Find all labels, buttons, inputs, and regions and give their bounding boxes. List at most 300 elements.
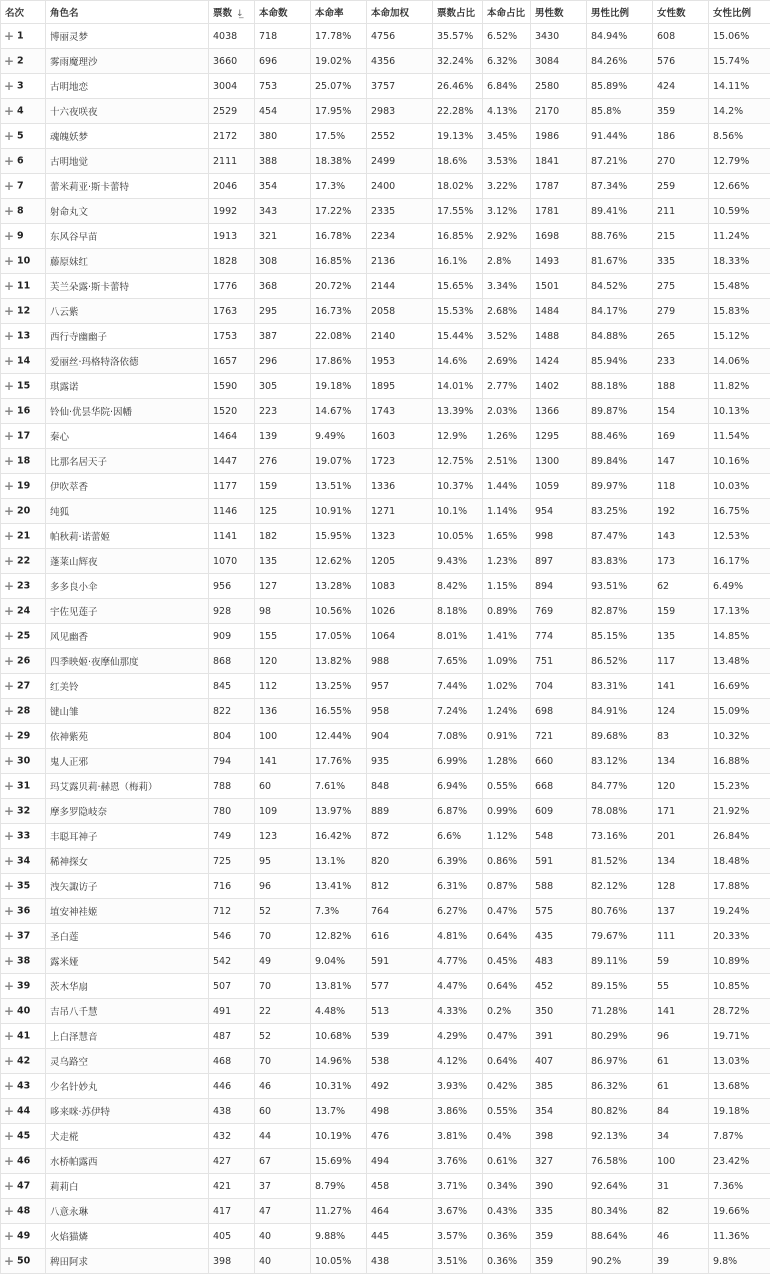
weighted-favorite-cell: 764	[367, 899, 433, 924]
expand-plus-icon[interactable]: +	[4, 779, 15, 793]
male-count-cell: 1986	[531, 124, 587, 149]
rank-number: 25	[17, 630, 31, 642]
male-count-cell: 2580	[531, 74, 587, 99]
expand-plus-icon[interactable]: +	[4, 704, 15, 718]
expand-plus-icon[interactable]: +	[4, 1104, 15, 1118]
header-character-name[interactable]: 角色名	[46, 1, 209, 24]
weighted-favorite-cell: 616	[367, 924, 433, 949]
table-row[interactable]	[1, 124, 770, 149]
votes-cell: 1776	[209, 274, 255, 299]
expand-plus-icon[interactable]: +	[4, 904, 15, 918]
header-male-count[interactable]: 男性数	[531, 1, 587, 24]
table-row[interactable]	[1, 1199, 770, 1224]
vote-share-cell: 12.9%	[433, 424, 483, 449]
favorite-share-cell: 2.03%	[483, 399, 531, 424]
rank-cell	[1, 699, 46, 724]
expand-plus-icon[interactable]: +	[4, 329, 15, 343]
weighted-favorite-cell: 438	[367, 1249, 433, 1274]
favorite-share-cell: 1.09%	[483, 649, 531, 674]
favorite-share-cell: 0.64%	[483, 974, 531, 999]
votes-cell: 1070	[209, 549, 255, 574]
favorite-rate-cell: 20.72%	[311, 274, 367, 299]
header-weighted-favorite[interactable]: 本命加权	[367, 1, 433, 24]
favorite-rate-cell: 17.76%	[311, 749, 367, 774]
weighted-favorite-cell: 4756	[367, 24, 433, 49]
male-ratio-cell: 83.31%	[587, 674, 653, 699]
weighted-favorite-cell: 2058	[367, 299, 433, 324]
favorite-share-cell: 3.53%	[483, 149, 531, 174]
male-count-cell: 391	[531, 1024, 587, 1049]
male-count-cell: 1059	[531, 474, 587, 499]
character-name-cell: 水桥帕露西	[46, 1149, 209, 1174]
rank-number: 22	[17, 555, 31, 567]
favorite-share-cell: 3.22%	[483, 174, 531, 199]
table-row[interactable]	[1, 874, 770, 899]
votes-cell: 3004	[209, 74, 255, 99]
character-name-cell: 埴安神袿姬	[46, 899, 209, 924]
header-favorite-count[interactable]: 本命数	[255, 1, 311, 24]
expand-plus-icon[interactable]: +	[4, 879, 15, 893]
expand-plus-icon[interactable]: +	[4, 204, 15, 218]
rank-cell	[1, 1074, 46, 1099]
table-row[interactable]	[1, 849, 770, 874]
favorite-rate-cell: 9.04%	[311, 949, 367, 974]
rank-cell	[1, 524, 46, 549]
favorite-rate-cell: 17.5%	[311, 124, 367, 149]
rank-number: 37	[17, 930, 31, 942]
votes-cell: 822	[209, 699, 255, 724]
expand-plus-icon[interactable]: +	[4, 654, 15, 668]
rank-number: 26	[17, 655, 31, 667]
expand-plus-icon[interactable]: +	[4, 1229, 15, 1243]
favorite-count-cell: 40	[255, 1224, 311, 1249]
weighted-favorite-cell: 513	[367, 999, 433, 1024]
expand-plus-icon[interactable]: +	[4, 254, 15, 268]
table-row[interactable]	[1, 774, 770, 799]
favorite-count-cell: 52	[255, 1024, 311, 1049]
female-count-cell: 59	[653, 949, 709, 974]
female-count-cell: 82	[653, 1199, 709, 1224]
table-row[interactable]	[1, 299, 770, 324]
table-row[interactable]	[1, 949, 770, 974]
table-row[interactable]	[1, 424, 770, 449]
female-count-cell: 154	[653, 399, 709, 424]
female-ratio-cell: 7.87%	[709, 1124, 770, 1149]
character-name-cell: 古明地恋	[46, 74, 209, 99]
character-name-cell: 鬼人正邪	[46, 749, 209, 774]
favorite-count-cell: 136	[255, 699, 311, 724]
female-ratio-cell: 26.84%	[709, 824, 770, 849]
rank-cell	[1, 649, 46, 674]
expand-plus-icon[interactable]: +	[4, 854, 15, 868]
favorite-share-cell: 0.91%	[483, 724, 531, 749]
expand-plus-icon[interactable]: +	[4, 404, 15, 418]
table-row[interactable]	[1, 724, 770, 749]
rank-number: 49	[17, 1230, 31, 1242]
expand-plus-icon[interactable]: +	[4, 54, 15, 68]
table-row[interactable]	[1, 899, 770, 924]
favorite-rate-cell: 13.28%	[311, 574, 367, 599]
character-name-cell: 铃仙·优昙华院·因幡	[46, 399, 209, 424]
weighted-favorite-cell: 498	[367, 1099, 433, 1124]
favorite-share-cell: 1.65%	[483, 524, 531, 549]
favorite-share-cell: 2.77%	[483, 374, 531, 399]
female-ratio-cell: 23.42%	[709, 1149, 770, 1174]
expand-plus-icon[interactable]: +	[4, 1154, 15, 1168]
rank-cell	[1, 1124, 46, 1149]
female-ratio-cell: 17.88%	[709, 874, 770, 899]
votes-cell: 1590	[209, 374, 255, 399]
table-row[interactable]	[1, 999, 770, 1024]
expand-plus-icon[interactable]: +	[4, 1254, 15, 1268]
vote-share-cell: 10.1%	[433, 499, 483, 524]
table-row[interactable]	[1, 24, 770, 49]
favorite-share-cell: 2.92%	[483, 224, 531, 249]
weighted-favorite-cell: 1205	[367, 549, 433, 574]
table-body	[1, 24, 770, 1274]
weighted-favorite-cell: 3757	[367, 74, 433, 99]
vote-share-cell: 6.27%	[433, 899, 483, 924]
character-name-cell: 多多良小伞	[46, 574, 209, 599]
female-ratio-cell: 12.53%	[709, 524, 770, 549]
table-row[interactable]	[1, 399, 770, 424]
weighted-favorite-cell: 476	[367, 1124, 433, 1149]
expand-plus-icon[interactable]: +	[4, 804, 15, 818]
male-count-cell: 1366	[531, 399, 587, 424]
weighted-favorite-cell: 494	[367, 1149, 433, 1174]
table-row[interactable]	[1, 174, 770, 199]
rank-number: 39	[17, 980, 31, 992]
table-row[interactable]	[1, 624, 770, 649]
table-row[interactable]	[1, 49, 770, 74]
expand-plus-icon[interactable]: +	[4, 679, 15, 693]
rank-number: 41	[17, 1030, 31, 1042]
favorite-share-cell: 4.13%	[483, 99, 531, 124]
header-favorite-share[interactable]: 本命占比	[483, 1, 531, 24]
male-count-cell: 591	[531, 849, 587, 874]
vote-share-cell: 18.02%	[433, 174, 483, 199]
expand-plus-icon[interactable]: +	[4, 354, 15, 368]
female-ratio-cell: 13.03%	[709, 1049, 770, 1074]
vote-share-cell: 6.94%	[433, 774, 483, 799]
favorite-count-cell: 321	[255, 224, 311, 249]
expand-plus-icon[interactable]: +	[4, 729, 15, 743]
expand-plus-icon[interactable]: +	[4, 529, 15, 543]
expand-plus-icon[interactable]: +	[4, 454, 15, 468]
votes-cell: 1177	[209, 474, 255, 499]
table-row[interactable]	[1, 1224, 770, 1249]
expand-plus-icon[interactable]: +	[4, 79, 15, 93]
expand-plus-icon[interactable]: +	[4, 954, 15, 968]
table-row[interactable]	[1, 974, 770, 999]
expand-plus-icon[interactable]: +	[4, 1079, 15, 1093]
character-name-cell: 稗田阿求	[46, 1249, 209, 1274]
favorite-count-cell: 696	[255, 49, 311, 74]
favorite-share-cell: 0.64%	[483, 1049, 531, 1074]
expand-plus-icon[interactable]: +	[4, 1004, 15, 1018]
vote-share-cell: 6.87%	[433, 799, 483, 824]
table-row[interactable]	[1, 1074, 770, 1099]
female-ratio-cell: 15.74%	[709, 49, 770, 74]
favorite-share-cell: 1.41%	[483, 624, 531, 649]
vote-share-cell: 8.18%	[433, 599, 483, 624]
table-row[interactable]	[1, 649, 770, 674]
male-ratio-cell: 81.67%	[587, 249, 653, 274]
table-row[interactable]	[1, 449, 770, 474]
female-count-cell: 186	[653, 124, 709, 149]
table-row[interactable]	[1, 749, 770, 774]
votes-cell: 507	[209, 974, 255, 999]
table-row[interactable]	[1, 699, 770, 724]
favorite-rate-cell: 13.82%	[311, 649, 367, 674]
table-row[interactable]	[1, 1099, 770, 1124]
male-ratio-cell: 87.21%	[587, 149, 653, 174]
table-row[interactable]	[1, 474, 770, 499]
favorite-rate-cell: 12.44%	[311, 724, 367, 749]
votes-cell: 1146	[209, 499, 255, 524]
vote-share-cell: 22.28%	[433, 99, 483, 124]
favorite-count-cell: 296	[255, 349, 311, 374]
expand-plus-icon[interactable]: +	[4, 154, 15, 168]
male-ratio-cell: 84.52%	[587, 274, 653, 299]
rank-cell	[1, 549, 46, 574]
table-row[interactable]	[1, 1024, 770, 1049]
weighted-favorite-cell: 904	[367, 724, 433, 749]
female-ratio-cell: 20.33%	[709, 924, 770, 949]
expand-plus-icon[interactable]: +	[4, 229, 15, 243]
rank-number: 46	[17, 1155, 31, 1167]
male-ratio-cell: 84.77%	[587, 774, 653, 799]
table-row[interactable]	[1, 1049, 770, 1074]
expand-plus-icon[interactable]: +	[4, 754, 15, 768]
weighted-favorite-cell: 820	[367, 849, 433, 874]
expand-plus-icon[interactable]: +	[4, 279, 15, 293]
expand-plus-icon[interactable]: +	[4, 929, 15, 943]
expand-plus-icon[interactable]: +	[4, 104, 15, 118]
table-row[interactable]	[1, 1174, 770, 1199]
favorite-share-cell: 3.34%	[483, 274, 531, 299]
rank-cell	[1, 599, 46, 624]
table-row[interactable]	[1, 74, 770, 99]
male-ratio-cell: 79.67%	[587, 924, 653, 949]
header-votes[interactable]: 票数 ↓̲	[209, 1, 255, 24]
table-row[interactable]	[1, 374, 770, 399]
weighted-favorite-cell: 591	[367, 949, 433, 974]
male-ratio-cell: 89.41%	[587, 199, 653, 224]
vote-share-cell: 3.93%	[433, 1074, 483, 1099]
favorite-share-cell: 1.23%	[483, 549, 531, 574]
character-name-cell: 茨木华扇	[46, 974, 209, 999]
favorite-rate-cell: 13.41%	[311, 874, 367, 899]
male-count-cell: 1787	[531, 174, 587, 199]
male-ratio-cell: 89.11%	[587, 949, 653, 974]
rank-number: 17	[17, 430, 31, 442]
table-row[interactable]	[1, 574, 770, 599]
male-count-cell: 721	[531, 724, 587, 749]
favorite-count-cell: 141	[255, 749, 311, 774]
female-count-cell: 359	[653, 99, 709, 124]
expand-plus-icon[interactable]: +	[4, 1054, 15, 1068]
female-count-cell: 84	[653, 1099, 709, 1124]
expand-plus-icon[interactable]: +	[4, 304, 15, 318]
rank-number: 7	[17, 180, 24, 192]
votes-cell: 1992	[209, 199, 255, 224]
favorite-rate-cell: 4.48%	[311, 999, 367, 1024]
female-count-cell: 117	[653, 649, 709, 674]
male-count-cell: 751	[531, 649, 587, 674]
header-female-ratio[interactable]: 女性比例	[709, 1, 770, 24]
vote-share-cell: 6.39%	[433, 849, 483, 874]
expand-plus-icon[interactable]: +	[4, 1179, 15, 1193]
rank-number: 35	[17, 880, 31, 892]
rank-cell	[1, 674, 46, 699]
expand-plus-icon[interactable]: +	[4, 579, 15, 593]
rank-cell	[1, 924, 46, 949]
character-name-cell: 吉吊八千慧	[46, 999, 209, 1024]
rank-cell	[1, 424, 46, 449]
weighted-favorite-cell: 957	[367, 674, 433, 699]
female-count-cell: 233	[653, 349, 709, 374]
table-row[interactable]	[1, 199, 770, 224]
character-name-cell: 琪露诺	[46, 374, 209, 399]
expand-plus-icon[interactable]: +	[4, 29, 15, 43]
female-count-cell: 134	[653, 849, 709, 874]
expand-plus-icon[interactable]: +	[4, 129, 15, 143]
favorite-count-cell: 127	[255, 574, 311, 599]
female-ratio-cell: 9.8%	[709, 1249, 770, 1274]
female-count-cell: 424	[653, 74, 709, 99]
table-row[interactable]	[1, 1149, 770, 1174]
rank-cell	[1, 249, 46, 274]
female-count-cell: 34	[653, 1124, 709, 1149]
rank-number: 16	[17, 405, 31, 417]
vote-share-cell: 3.51%	[433, 1249, 483, 1274]
table-row[interactable]	[1, 674, 770, 699]
favorite-share-cell: 0.36%	[483, 1249, 531, 1274]
weighted-favorite-cell: 2983	[367, 99, 433, 124]
male-ratio-cell: 89.15%	[587, 974, 653, 999]
female-count-cell: 39	[653, 1249, 709, 1274]
expand-plus-icon[interactable]: +	[4, 379, 15, 393]
rank-number: 14	[17, 355, 31, 367]
table-row[interactable]	[1, 499, 770, 524]
male-count-cell: 954	[531, 499, 587, 524]
favorite-rate-cell: 12.82%	[311, 924, 367, 949]
table-row[interactable]	[1, 99, 770, 124]
votes-cell: 468	[209, 1049, 255, 1074]
female-count-cell: 192	[653, 499, 709, 524]
male-ratio-cell: 81.52%	[587, 849, 653, 874]
table-row[interactable]	[1, 1249, 770, 1274]
votes-cell: 749	[209, 824, 255, 849]
table-row[interactable]	[1, 249, 770, 274]
favorite-share-cell: 0.87%	[483, 874, 531, 899]
expand-plus-icon[interactable]: +	[4, 429, 15, 443]
favorite-share-cell: 0.89%	[483, 599, 531, 624]
male-count-cell: 774	[531, 624, 587, 649]
character-name-cell: 宇佐见莲子	[46, 599, 209, 624]
table-row[interactable]	[1, 599, 770, 624]
favorite-count-cell: 120	[255, 649, 311, 674]
header-vote-share[interactable]: 票数占比	[433, 1, 483, 24]
votes-cell: 1141	[209, 524, 255, 549]
male-ratio-cell: 88.64%	[587, 1224, 653, 1249]
table-row[interactable]	[1, 824, 770, 849]
votes-cell: 1657	[209, 349, 255, 374]
expand-plus-icon[interactable]: +	[4, 979, 15, 993]
expand-plus-icon[interactable]: +	[4, 1204, 15, 1218]
header-male-ratio[interactable]: 男性比例	[587, 1, 653, 24]
table-row[interactable]	[1, 524, 770, 549]
table-row[interactable]	[1, 224, 770, 249]
favorite-count-cell: 305	[255, 374, 311, 399]
table-row[interactable]	[1, 1124, 770, 1149]
rank-cell	[1, 349, 46, 374]
table-row[interactable]	[1, 274, 770, 299]
weighted-favorite-cell: 577	[367, 974, 433, 999]
expand-plus-icon[interactable]: +	[4, 504, 15, 518]
rank-number: 1	[17, 30, 24, 42]
expand-plus-icon[interactable]: +	[4, 179, 15, 193]
table-row[interactable]	[1, 324, 770, 349]
sort-desc-icon[interactable]: ↓̲	[236, 9, 244, 19]
male-ratio-cell: 78.08%	[587, 799, 653, 824]
favorite-share-cell: 1.28%	[483, 749, 531, 774]
male-ratio-cell: 87.34%	[587, 174, 653, 199]
weighted-favorite-cell: 458	[367, 1174, 433, 1199]
expand-plus-icon[interactable]: +	[4, 479, 15, 493]
rank-cell	[1, 24, 46, 49]
male-count-cell: 1698	[531, 224, 587, 249]
table-row[interactable]	[1, 799, 770, 824]
character-name-cell: 雾雨魔理沙	[46, 49, 209, 74]
table-row[interactable]	[1, 149, 770, 174]
male-count-cell: 1424	[531, 349, 587, 374]
header-favorite-rate[interactable]: 本命率	[311, 1, 367, 24]
vote-share-cell: 35.57%	[433, 24, 483, 49]
rank-number: 29	[17, 730, 31, 742]
favorite-count-cell: 112	[255, 674, 311, 699]
expand-plus-icon[interactable]: +	[4, 604, 15, 618]
header-rank[interactable]: 名次	[1, 1, 46, 24]
vote-share-cell: 18.6%	[433, 149, 483, 174]
vote-share-cell: 10.05%	[433, 524, 483, 549]
weighted-favorite-cell: 1271	[367, 499, 433, 524]
table-row[interactable]	[1, 549, 770, 574]
expand-plus-icon[interactable]: +	[4, 829, 15, 843]
rank-number: 19	[17, 480, 31, 492]
expand-plus-icon[interactable]: +	[4, 1129, 15, 1143]
table-row[interactable]	[1, 349, 770, 374]
female-count-cell: 173	[653, 549, 709, 574]
male-count-cell: 998	[531, 524, 587, 549]
table-row[interactable]	[1, 924, 770, 949]
favorite-count-cell: 100	[255, 724, 311, 749]
favorite-rate-cell: 13.1%	[311, 849, 367, 874]
male-ratio-cell: 89.68%	[587, 724, 653, 749]
favorite-count-cell: 22	[255, 999, 311, 1024]
expand-plus-icon[interactable]: +	[4, 629, 15, 643]
expand-plus-icon[interactable]: +	[4, 554, 15, 568]
rank-cell	[1, 149, 46, 174]
male-ratio-cell: 92.13%	[587, 1124, 653, 1149]
favorite-count-cell: 753	[255, 74, 311, 99]
rank-number: 20	[17, 505, 31, 517]
votes-cell: 546	[209, 924, 255, 949]
expand-plus-icon[interactable]: +	[4, 1029, 15, 1043]
header-female-count[interactable]: 女性数	[653, 1, 709, 24]
character-name-cell: 古明地觉	[46, 149, 209, 174]
